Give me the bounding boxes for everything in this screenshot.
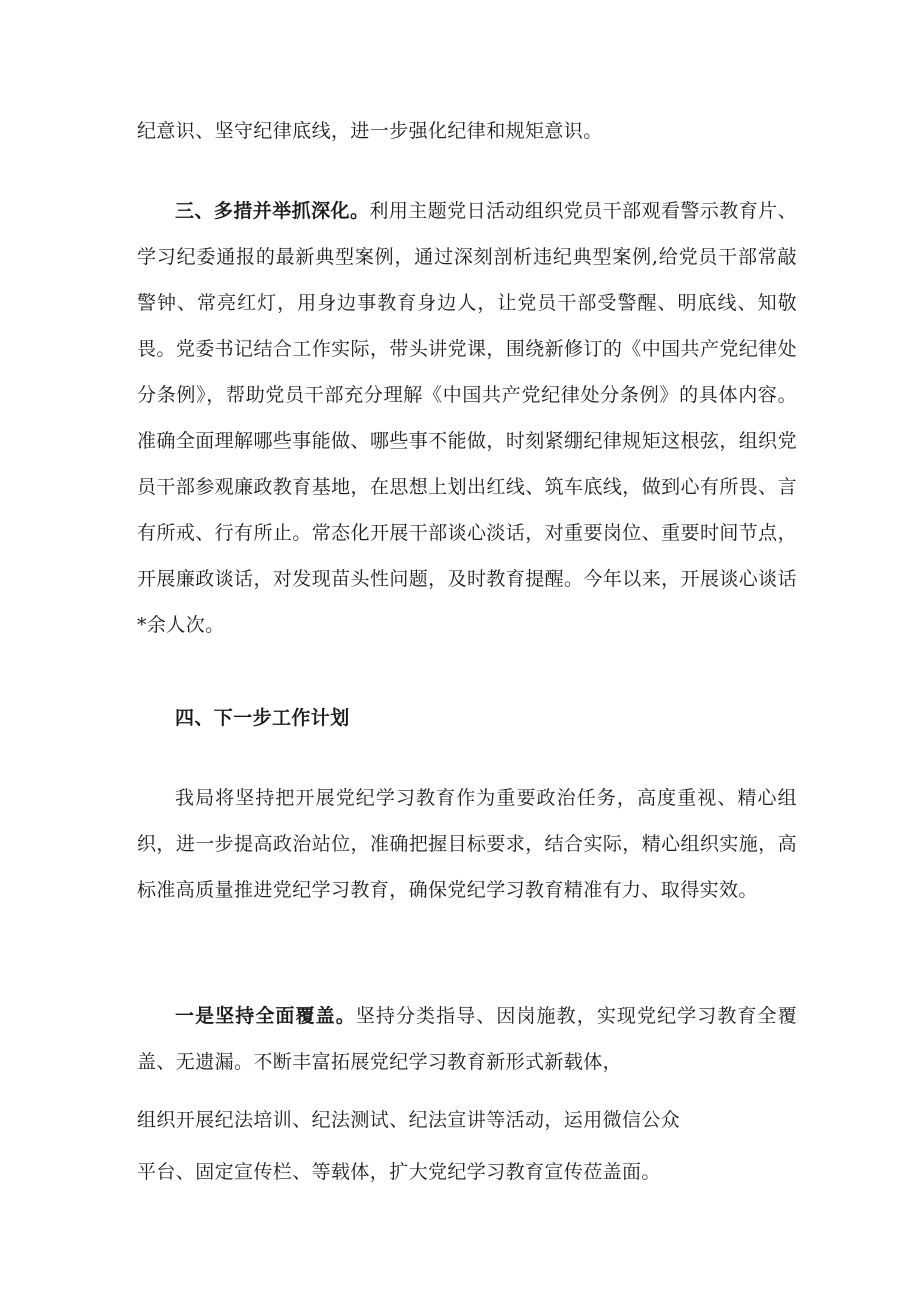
paragraph-plan bbox=[137, 775, 797, 913]
paragraph-text: 组织开展纪法培训、纪法测试、纪法宣讲等活动，运用微信公众 bbox=[137, 1109, 681, 1131]
paragraph-text: 利用主题党日活动组织党员干部观看警示教育片、学习纪委通报的最新典型案例，通过深刻剖析违纪典型案例,给党员干部常敲警钟、常亮红灯，用身边事教育身边人，让党员干部受警醒、明底线、知敬畏。党委书记结合工作实际，带头讲党课，围绕新修订的《中国共产党纪律处分条例》，帮助党员干部充分理解《中国共产党纪律处分条例》的具体内容。准确全面理解哪些事能做、哪些事不能做，时刻紧绷纪律规矩这根弦，组织党员干部参观廉政教育基地，在思想上划出红线、筑车底线，做到心有所畏、言有所戒、行有所止。常态化开展干部谈心淡话，对重要岗位、重要时间节点，开展廉政谈话，对发现苗头性问题，及时教育提醒。今年以来，开展谈心谈话*余人次。 bbox=[137, 200, 797, 636]
paragraph-line bbox=[137, 1149, 661, 1195]
section-heading-inline: 三、多措并举抓深化。 bbox=[175, 200, 370, 222]
section-heading-four bbox=[137, 695, 797, 741]
point-heading-inline: 一是坚持全面覆盖。 bbox=[175, 1005, 356, 1027]
paragraph-text: 平台、固定宣传栏、等载体，扩大党纪学习教育宣传莅盖面。 bbox=[137, 1161, 661, 1183]
paragraph-coverage bbox=[137, 993, 797, 1085]
paragraph-section-three bbox=[137, 188, 797, 648]
section-heading: 四、下一步工作计划 bbox=[175, 707, 350, 729]
paragraph-line bbox=[137, 1097, 680, 1143]
paragraph-text: 纪意识、坚守纪律底线，进一步强化纪律和规矩意识。 bbox=[137, 120, 603, 142]
paragraph-text: 坚持分类指导、因岗施教，实现党纪学习教育全覆盖、无遗漏。不断丰富拓展党纪学习教育新形式新载体， bbox=[137, 1005, 797, 1073]
paragraph-continuation bbox=[137, 108, 797, 154]
paragraph-text: 我局将坚持把开展党纪学习教育作为重要政治任务，高度重视、精心组织，进一步提高政治站位，准确把握目标要求，结合实际，精心组织实施，高标准高质量推进党纪学习教育，确保党纪学习教育精准有力、取得实效。 bbox=[137, 787, 797, 901]
